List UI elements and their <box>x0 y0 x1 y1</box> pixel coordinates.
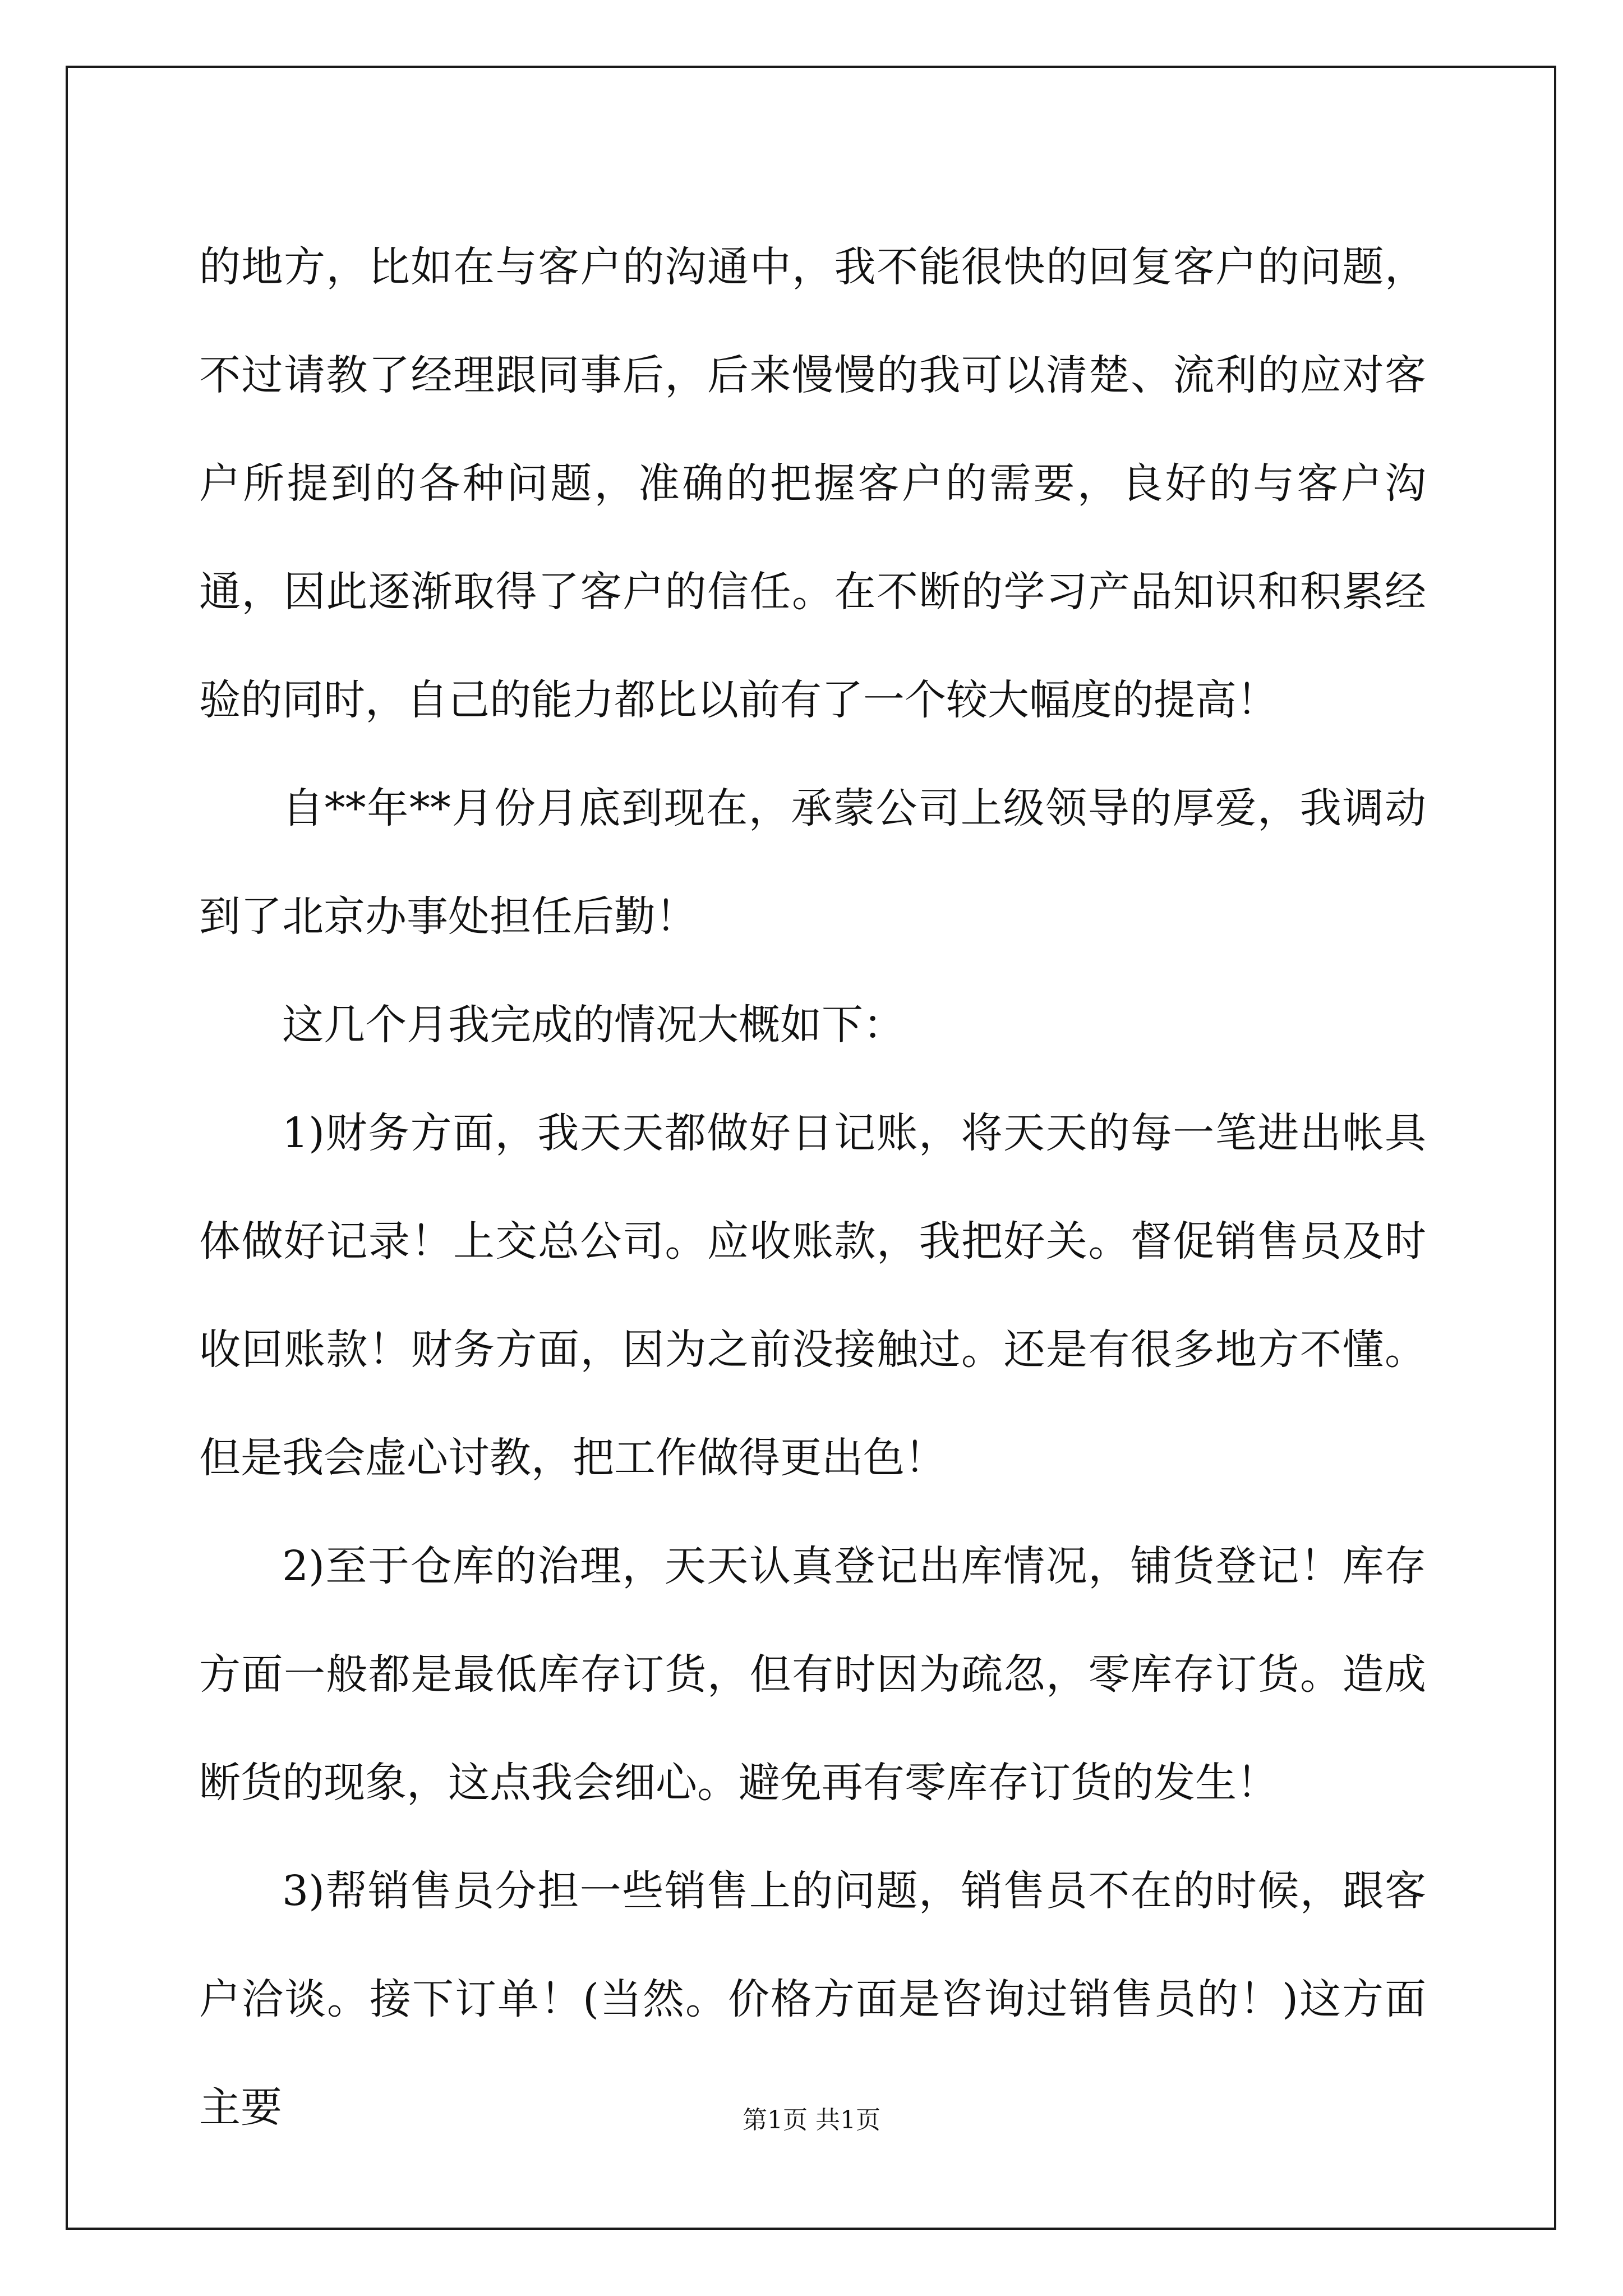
paragraph-item-finance: 1)财务方面，我天天都做好日记账，将天天的每一笔进出帐具体做好记录！上交总公司。应收账款，我把好关。督促销售员及时收回账款！财务方面，因为之前没接触过。还是有很多地方不懂。但是我会虚心讨教，把工作做得更出色！ <box>199 1109 1426 1482</box>
paragraph-transfer: 自**年**月份月底到现在，承蒙公司上级领导的厚爱，我调动到了北京办事处担任后勤！ <box>199 784 1426 941</box>
paragraph-summary-intro: 这几个月我完成的情况大概如下： <box>282 1001 905 1049</box>
paragraph-item-warehouse: 2)至于仓库的治理，天天认真登记出库情况，铺货登记！库存方面一般都是最低库存订货，但有时因为疏忽，零库存订货。造成断货的现象，这点我会细心。避免再有零库存订货的发生！ <box>199 1542 1426 1807</box>
paragraph-item-sales: 3)帮销售员分担一些销售上的问题，销售员不在的时候，跟客户洽谈。接下订单！(当然。价格方面是咨询过销售员的！)这方面主要 <box>199 1867 1426 2132</box>
page-footer: 第1页 共1页 <box>743 2106 880 2134</box>
paragraph-continuation: 的地方，比如在与客户的沟通中，我不能很快的回复客户的问题，不过请教了经理跟同事后，后来慢慢的我可以清楚、流利的应对客户所提到的各种问题，准确的把握客户的需要，良好的与客户沟通，因此逐渐取得了客户的信任。在不断的学习产品知识和积累经验的同时，自己的能力都比以前有了一个较大幅度的提高！ <box>199 243 1426 724</box>
document-body <box>199 213 1426 2162</box>
